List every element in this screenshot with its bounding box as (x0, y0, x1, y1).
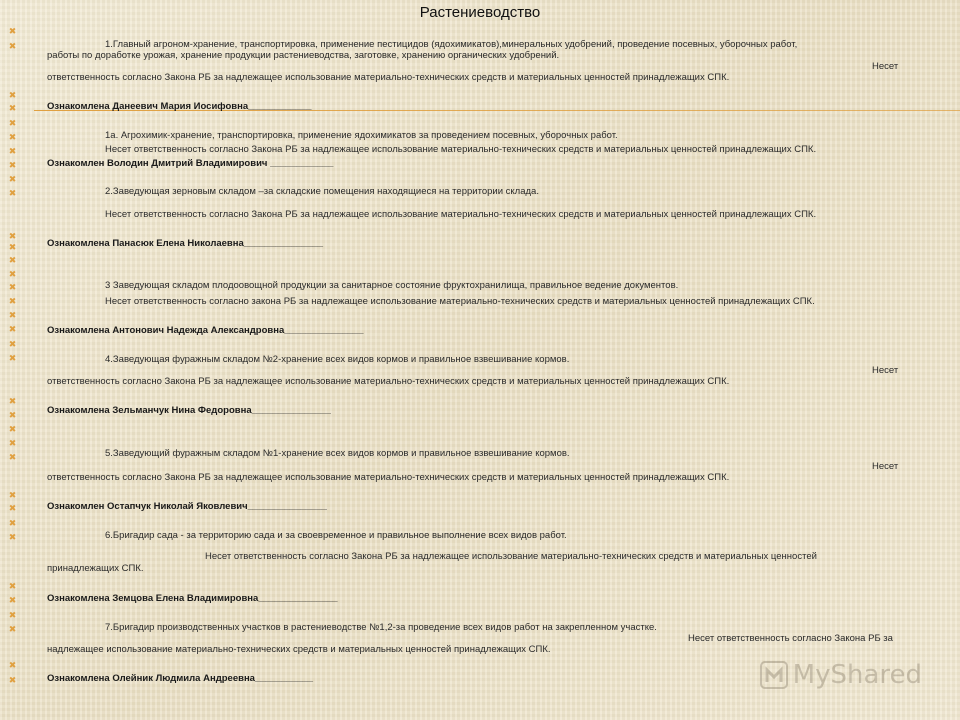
text-line: надлежащее использование материально-технических средств и материальных ценностей принадлежащих СПК. (47, 644, 551, 655)
text-line: 4.Заведующая фуражным складом №2-хранение всех видов кормов и правильное взвешивание кормов. (105, 354, 570, 365)
acknowledgement-line: Ознакомлена Земцова Елена Владимировна_______________ (47, 593, 338, 604)
text-line: ответственность согласно Закона РБ за надлежащее использование материально-технических средств и материальных ценностей принадлежащих СПК. (47, 472, 730, 483)
bullet-icon: ✖ (8, 255, 17, 265)
bullet-icon: ✖ (8, 174, 17, 184)
bullet-icon: ✖ (8, 452, 17, 462)
bullet-icon: ✖ (8, 396, 17, 406)
text-line: Несет ответственность согласно Закона РБ за (688, 633, 893, 644)
bullet-icon: ✖ (8, 242, 17, 252)
text-line: 3 Заведующая складом плодоовощной продукции за санитарное состояние фруктохранилища, правильное ведение документов. (105, 280, 679, 291)
bullet-icon: ✖ (8, 26, 17, 36)
text-line: 1а. Агрохимик-хранение, транспортировка, применение ядохимикатов за проведением посевных, уборочных работ. (105, 130, 618, 141)
bullet-icon: ✖ (8, 518, 17, 528)
bullet-icon: ✖ (8, 353, 17, 363)
acknowledgement-line: Ознакомлена Зельманчук Нина Федоровна_______________ (47, 405, 331, 416)
bullet-icon: ✖ (8, 296, 17, 306)
text-line: Несет (872, 461, 899, 472)
text-line: 7.Бригадир производственных участков в растениеводстве №1,2-за проведение всех видов работ на закрепленном участке. (105, 622, 657, 633)
bullet-icon: ✖ (8, 675, 17, 685)
text-line: ответственность согласно Закона РБ за надлежащее использование материально-технических средств и материальных ценностей принадлежащих СПК. (47, 72, 730, 83)
bullet-icon: ✖ (8, 310, 17, 320)
bullet-icon: ✖ (8, 269, 17, 279)
bullet-icon: ✖ (8, 624, 17, 634)
bullet-icon: ✖ (8, 160, 17, 170)
text-line: Несет (872, 61, 899, 72)
bullet-icon: ✖ (8, 282, 17, 292)
bullet-icon: ✖ (8, 424, 17, 434)
bullet-icon: ✖ (8, 610, 17, 620)
text-line: Несет ответственность согласно закона РБ за надлежащее использование материально-технических средств и материальных ценностей принадлежащих СПК. (105, 296, 815, 307)
myshared-logo-icon (759, 660, 789, 690)
text-line: 1.Главный агроном-хранение, транспортировка, применение пестицидов (ядохимикатов),минеральных удобрений, проведение посевных, уборочных работ, (105, 39, 798, 50)
acknowledgement-line: Ознакомлена Антонович Надежда Александровна_______________ (47, 325, 364, 336)
bullet-icon: ✖ (8, 132, 17, 142)
text-line: Несет ответственность согласно Закона РБ за надлежащее использование материально-технических средств и материальных ценностей (205, 551, 817, 562)
bullet-icon: ✖ (8, 103, 17, 113)
bullet-icon: ✖ (8, 188, 17, 198)
text-line: работы по доработке урожая, хранение продукции растениеводства, заготовке, хранению органических удобрений. (47, 50, 560, 61)
text-line: 2.Заведующая зерновым складом –за складские помещения находящиеся на территории склада. (105, 186, 539, 197)
text-line: Несет ответственность согласно Закона РБ за надлежащее использование материально-технических средств и материальных ценностей принадлежащих СПК. (105, 144, 817, 155)
bullet-icon: ✖ (8, 324, 17, 334)
bullet-icon: ✖ (8, 410, 17, 420)
bullet-icon: ✖ (8, 438, 17, 448)
acknowledgement-line: Ознакомлен Володин Дмитрий Владимирович ____________ (47, 158, 334, 169)
bullet-icon: ✖ (8, 90, 17, 100)
bullet-icon: ✖ (8, 118, 17, 128)
text-line: 6.Бригадир сада - за территорию сада и за своевременное и правильное выполнение всех видов работ. (105, 530, 567, 541)
text-line: принадлежащих СПК. (47, 563, 144, 574)
bullet-icon: ✖ (8, 231, 17, 241)
bullet-icon: ✖ (8, 41, 17, 51)
text-line: Несет (872, 365, 899, 376)
bullet-icon: ✖ (8, 490, 17, 500)
bullet-icon: ✖ (8, 595, 17, 605)
acknowledgement-line: Ознакомлен Остапчук Николай Яковлевич_______________ (47, 501, 327, 512)
bullet-icon: ✖ (8, 503, 17, 513)
text-line: 5.Заведующий фуражным складом №1-хранение всех видов кормов и правильное взвешивание кормов. (105, 448, 570, 459)
text-line: ответственность согласно Закона РБ за надлежащее использование материально-технических средств и материальных ценностей принадлежащих СПК. (47, 376, 730, 387)
acknowledgement-line: Ознакомлена Панасюк Елена Николаевна_______________ (47, 238, 324, 249)
text-line: Несет ответственность согласно Закона РБ за надлежащее использование материально-технических средств и материальных ценностей принадлежащих СПК. (105, 209, 817, 220)
page-title: Растениеводство (419, 4, 541, 21)
bullet-icon: ✖ (8, 660, 17, 670)
acknowledgement-line: Ознакомлена Данеевич Мария Иосифовна____________ (47, 101, 312, 112)
bullet-icon: ✖ (8, 339, 17, 349)
acknowledgement-line: Ознакомлена Олейник Людмила Андреевна___________ (47, 673, 314, 684)
bullet-icon: ✖ (8, 532, 17, 542)
watermark (759, 660, 922, 690)
watermark-text: MyShared (792, 660, 922, 690)
bullet-icon: ✖ (8, 146, 17, 156)
bullet-icon: ✖ (8, 581, 17, 591)
